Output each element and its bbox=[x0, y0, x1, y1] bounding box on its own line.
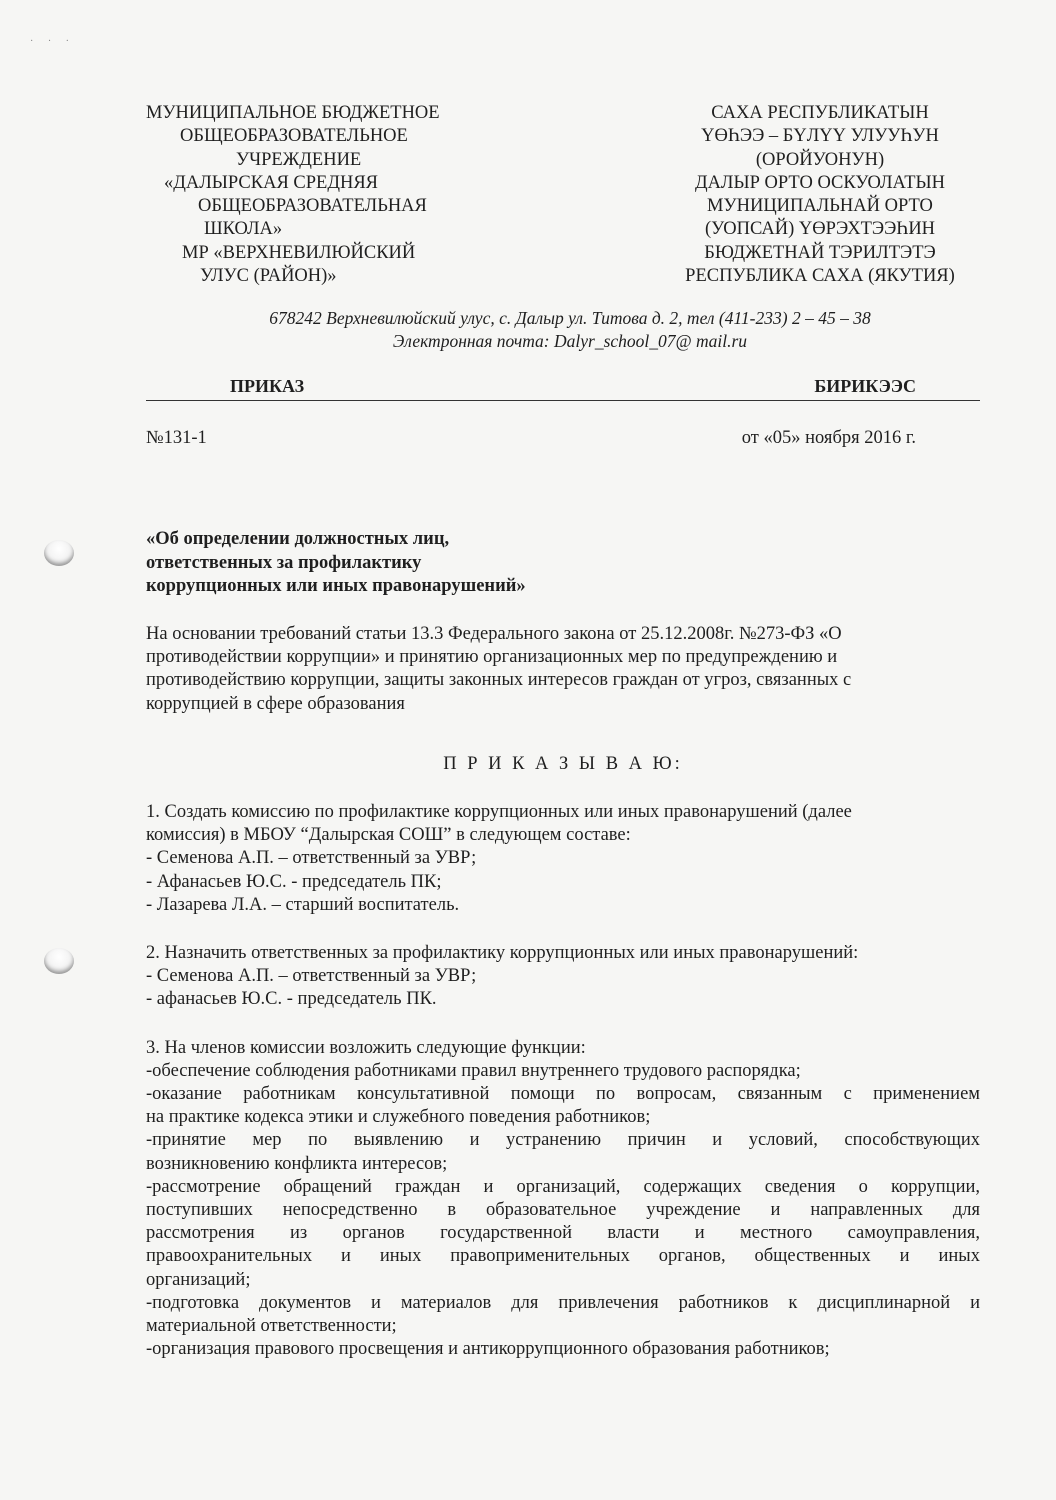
function-item-line: -принятие мер по выявлению и устранению причин и условий, способствующих bbox=[146, 1130, 980, 1151]
section-3 bbox=[146, 1037, 980, 1362]
function-item-line: рассмотрения из органов государственной власти и местного самоуправления, bbox=[146, 1223, 980, 1244]
header-left-line: ШКОЛА» bbox=[204, 219, 283, 240]
section-1-line: - Семенова А.П. – ответственный за УВР; bbox=[146, 848, 477, 869]
function-item bbox=[146, 1176, 980, 1292]
title-line: коррупционных или иных правонарушений» bbox=[146, 576, 526, 596]
header-right-line: ҮӨҺЭЭ – БҮЛҮҮ УЛУУҺУН bbox=[701, 126, 939, 147]
order-date: от «05» ноября 2016 г. bbox=[741, 428, 916, 448]
header-right-line: МУНИЦИПАЛЬНАЙ ОРТО bbox=[707, 196, 933, 217]
section-1 bbox=[146, 801, 980, 917]
function-item-line: -организация правового просвещения и антикоррупционного образования работников; bbox=[146, 1339, 830, 1360]
header-left-line: ОБЩЕОБРАЗОВАТЕЛЬНАЯ bbox=[198, 196, 427, 217]
function-item bbox=[146, 1129, 980, 1175]
header-left-line: «ДАЛЫРСКАЯ СРЕДНЯЯ bbox=[164, 172, 379, 193]
title-line: «Об определении должностных лиц, bbox=[146, 529, 450, 549]
function-item-line: на практике кодекса этики и служебного поведения работников; bbox=[146, 1107, 651, 1128]
address-line: 678242 Верхневилюйский улус, с. Далыр ул. Титова д. 2, тел (411-233) 2 – 45 – 38 bbox=[269, 308, 871, 328]
header-right-institution-sakha bbox=[655, 102, 985, 288]
section-2-line: - Семенова А.П. – ответственный за УВР; bbox=[146, 966, 477, 987]
function-item bbox=[146, 1060, 980, 1083]
header-right-line: САХА РЕСПУБЛИКАТЫН bbox=[711, 103, 929, 123]
preamble-paragraph bbox=[146, 623, 980, 716]
header-left-line: ОБЩЕОБРАЗОВАТЕЛЬНОЕ bbox=[180, 126, 408, 147]
header-right-line: (ОРОЙУОНУН) bbox=[755, 149, 885, 170]
section-3-heading: 3. На членов комиссии возложить следующие функции: bbox=[146, 1037, 586, 1058]
header-left-line: УЧРЕЖДЕНИЕ bbox=[236, 149, 362, 170]
function-item-line: материальной ответственности; bbox=[146, 1316, 397, 1337]
email-line: Электронная почта: Dalyr_school_07@ mail.ru bbox=[392, 331, 748, 351]
scan-specks: · · · bbox=[30, 36, 75, 47]
punch-hole-bottom bbox=[44, 948, 74, 974]
order-title bbox=[146, 528, 746, 599]
function-item bbox=[146, 1292, 980, 1338]
section-2 bbox=[146, 942, 980, 1012]
function-item-line: -рассмотрение обращений граждан и организаций, содержащих сведения о коррупции, bbox=[146, 1176, 980, 1197]
header-left-institution-ru bbox=[146, 102, 476, 288]
order-label-ru: ПРИКАЗ bbox=[230, 376, 305, 396]
header-right-line: (УОПСАЙ) ҮӨРЭХТЭЭҺИН bbox=[704, 219, 936, 240]
section-1-line: комиссия) в МБОУ “Далырская СОШ” в следующем составе: bbox=[146, 825, 631, 846]
order-number: №131-1 bbox=[146, 428, 207, 448]
function-item-line: правоохранительных и иных правоприменительных органов, общественных и иных bbox=[146, 1246, 980, 1267]
preamble-line: На основании требований статьи 13.3 Федерального закона от 25.12.2008г. №273-ФЗ «О bbox=[146, 624, 842, 644]
header-left-line: МУНИЦИПАЛЬНОЕ БЮДЖЕТНОЕ bbox=[146, 103, 440, 123]
function-item-line: -обеспечение соблюдения работниками правил внутреннего трудового распорядка; bbox=[146, 1060, 801, 1081]
header-left-line: УЛУС (РАЙОН)» bbox=[200, 266, 337, 287]
order-label-sakha: БИРИКЭЭС bbox=[814, 376, 916, 396]
title-line: ответственных за профилактику bbox=[146, 552, 422, 573]
function-item bbox=[146, 1338, 980, 1361]
function-item-line: поступивших непосредственно в образовательное учреждение и направленных для bbox=[146, 1200, 980, 1221]
section-2-line: - афанасьев Ю.С. - председатель ПК. bbox=[146, 989, 437, 1010]
punch-hole-top bbox=[44, 540, 74, 566]
header-left-line: МР «ВЕРХНЕВИЛЮЙСКИЙ bbox=[182, 242, 416, 263]
section-1-line: - Лазарева Л.А. – старший воспитатель. bbox=[146, 894, 460, 915]
function-item-line: возникновению конфликта интересов; bbox=[146, 1153, 448, 1174]
function-item-line: -оказание работникам консультативной помощи по вопросам, связанным с применением bbox=[146, 1084, 980, 1105]
document-body bbox=[146, 623, 980, 1361]
function-item-line: -подготовка документов и материалов для привлечения работников к дисциплинарной и bbox=[146, 1292, 980, 1313]
section-1-line: 1. Создать комиссию по профилактике коррупционных или иных правонарушений (далее bbox=[146, 802, 852, 823]
header-right-line: ДАЛЫР ОРТО ОСКУОЛАТЫН bbox=[694, 172, 946, 193]
order-heading-row bbox=[146, 376, 980, 401]
prikazyvayu-heading: П Р И К А З Ы В А Ю: bbox=[443, 753, 683, 774]
preamble-line: коррупцией в сфере образования bbox=[146, 693, 405, 714]
section-1-line: - Афанасьев Ю.С. - председатель ПК; bbox=[146, 871, 442, 892]
preamble-line: противодействию коррупции, защиты законных интересов граждан от угроз, связанных с bbox=[146, 670, 852, 691]
header-right-line: РЕСПУБЛИКА САХА (ЯКУТИЯ) bbox=[685, 266, 955, 287]
function-item-line: организаций; bbox=[146, 1269, 251, 1290]
function-item bbox=[146, 1083, 980, 1129]
order-number-row bbox=[146, 428, 916, 449]
address-block bbox=[140, 307, 1000, 353]
header-right-line: БЮДЖЕТНАЙ ТЭРИЛТЭТЭ bbox=[704, 242, 936, 263]
preamble-line: противодействии коррупции» и принятию организационных мер по предупреждению и bbox=[146, 647, 838, 668]
section-2-line: 2. Назначить ответственных за профилактику коррупционных или иных правонарушений: bbox=[146, 943, 859, 964]
